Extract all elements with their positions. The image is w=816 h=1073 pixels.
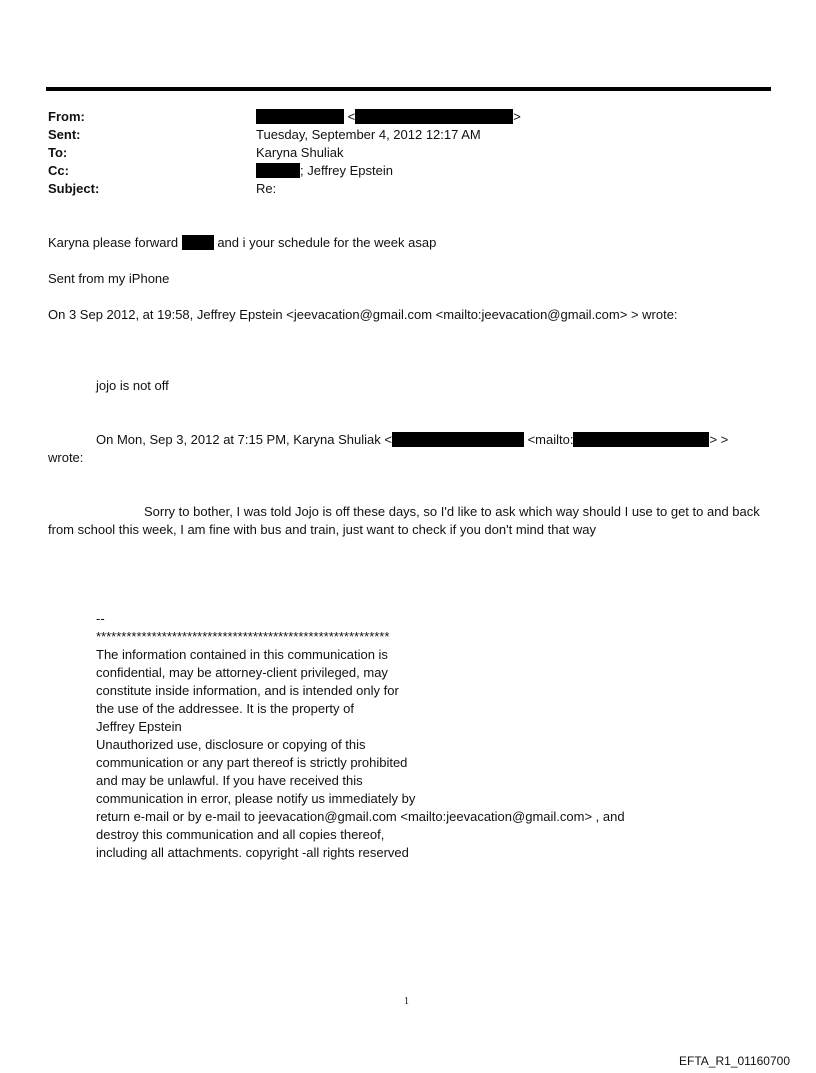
disclaimer-line: including all attachments. copyright -all rights reserved: [96, 845, 409, 860]
disclaimer-dashes: --: [96, 611, 105, 626]
body-line-1: [48, 234, 436, 252]
disclaimer-line: and may be unlawful. If you have received this: [96, 773, 363, 788]
quote2-a: On Mon, Sep 3, 2012 at 7:15 PM, Karyna Shuliak <: [96, 432, 392, 447]
disclaimer-line: destroy this communication and all copies thereof,: [96, 827, 385, 842]
disclaimer-line: communication in error, please notify us immediately by: [96, 791, 416, 806]
subject-label: Subject:: [48, 181, 100, 196]
redaction-box: [355, 109, 513, 124]
quote2-c: > >: [709, 432, 729, 447]
disclaimer-line: the use of the addressee. It is the property of: [96, 701, 354, 716]
from-value: [256, 108, 521, 126]
redaction-box: [256, 109, 344, 124]
quote2-wrote: wrote:: [48, 450, 84, 465]
page-number: 1: [404, 996, 409, 1007]
disclaimer-line: return e-mail or by e-mail to jeevacation@gmail.com <mailto:jeevacation@gmail.com> , and: [96, 809, 625, 824]
document-id: EFTA_R1_01160700: [679, 1054, 790, 1068]
disclaimer-line: Unauthorized use, disclosure or copying of this: [96, 737, 366, 752]
redaction-box: [392, 432, 524, 447]
redaction-box: [256, 163, 300, 178]
disclaimer-line: communication or any part thereof is strictly prohibited: [96, 755, 408, 770]
redaction-box: [573, 432, 709, 447]
from-lt: <: [347, 109, 356, 124]
disclaimer-block: [96, 646, 625, 862]
sent-label: Sent:: [48, 127, 81, 142]
disclaimer-stars: **********************************************************: [96, 629, 390, 644]
quote-header: On 3 Sep 2012, at 19:58, Jeffrey Epstein <jeevacation@gmail.com <mailto:jeevacation@gmail.com> > wrote:: [48, 307, 678, 322]
subject-value: Re:: [256, 181, 277, 196]
body-line-1-a: Karyna please forward: [48, 235, 179, 250]
reply-text: jojo is not off: [96, 378, 169, 393]
disclaimer-line: Jeffrey Epstein: [96, 719, 182, 734]
disclaimer-line: constitute inside information, and is intended only for: [96, 683, 399, 698]
quote2-header: [96, 431, 728, 449]
redaction-box: [182, 235, 214, 250]
from-label: From:: [48, 109, 85, 124]
disclaimer-line: The information contained in this communication is: [96, 647, 388, 662]
signature: Sent from my iPhone: [48, 271, 170, 286]
from-gt: >: [513, 109, 521, 124]
cc-value: [256, 162, 393, 180]
header-rule: [46, 87, 771, 91]
cc-text: ; Jeffrey Epstein: [300, 163, 393, 178]
disclaimer-line: confidential, may be attorney-client privileged, may: [96, 665, 388, 680]
body-line-1-b: and i your schedule for the week asap: [217, 235, 437, 250]
to-value: Karyna Shuliak: [256, 145, 344, 160]
quote2-b: <mailto:: [527, 432, 574, 447]
sent-value: Tuesday, September 4, 2012 12:17 AM: [256, 127, 481, 142]
cc-label: Cc:: [48, 163, 69, 178]
to-label: To:: [48, 145, 68, 160]
message-text: Sorry to bother, I was told Jojo is off these days, so I'd like to ask which way should I use to get to and back from school this week, I am fine with bus and train, just want to check if you don't mind that way: [48, 504, 760, 537]
